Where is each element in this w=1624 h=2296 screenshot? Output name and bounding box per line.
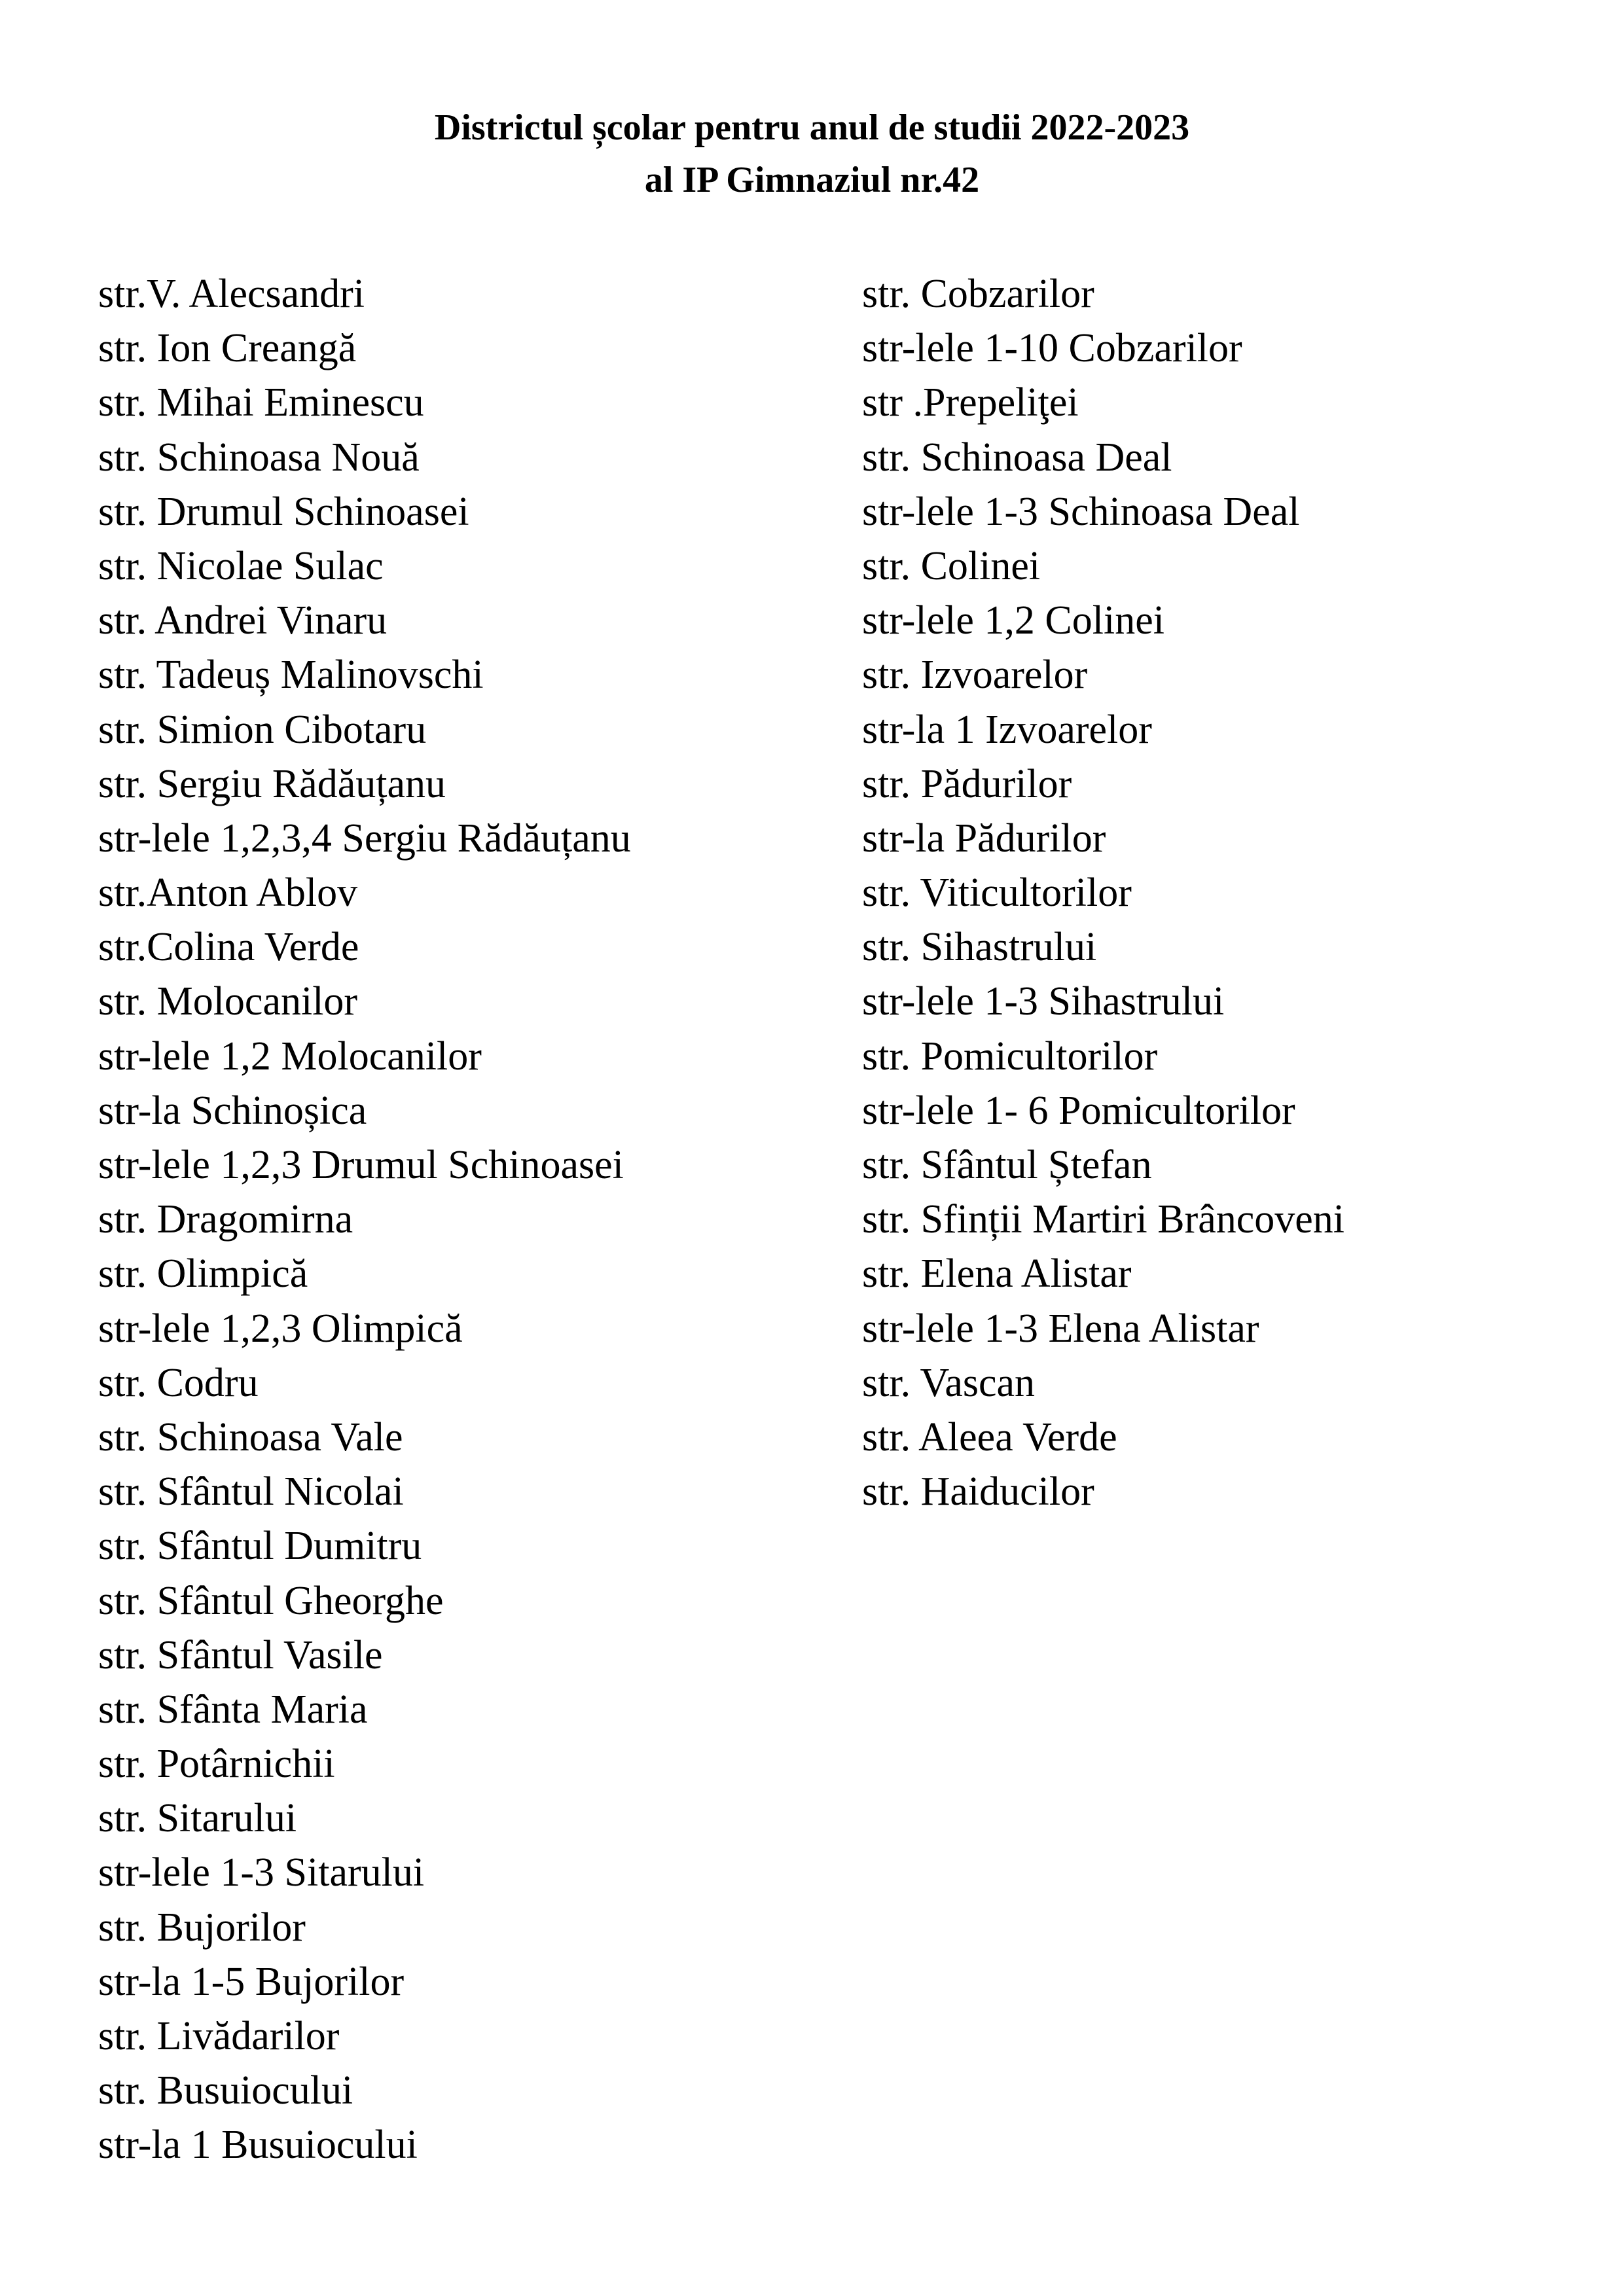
street-item: str-lele 1,2 Molocanilor — [98, 1033, 482, 1079]
street-list-right — [862, 267, 1344, 1519]
street-item: str. Vascan — [862, 1360, 1036, 1405]
street-item: str. Sitarului — [98, 1796, 297, 1841]
street-item: str. Mihai Eminescu — [98, 380, 424, 425]
street-item: str. Livădarilor — [98, 2014, 340, 2058]
document-title — [0, 101, 1624, 206]
street-item: str-lele 1-10 Cobzarilor — [862, 326, 1242, 371]
street-item: str. Molocanilor — [98, 979, 358, 1024]
street-item: str-lele 1,2,3 Drumul Schinoasei — [98, 1143, 624, 1187]
street-item: str. Busuiocului — [98, 2068, 353, 2113]
street-item: str. Schinoasa Vale — [98, 1414, 403, 1460]
street-item: str. Simion Cibotaru — [98, 707, 427, 752]
street-item: str. Elena Alistar — [862, 1251, 1132, 1297]
street-item: str. Sergiu Rădăuțanu — [98, 761, 446, 806]
street-item: str. Sihastrului — [862, 925, 1097, 970]
title-line-1: Districtul școlar pentru anul de studii 2022-2023 — [434, 107, 1190, 148]
street-item: str-lele 1,2 Colinei — [862, 598, 1164, 643]
street-item: str-lele 1-3 Elena Alistar — [862, 1306, 1259, 1351]
street-item: str. Andrei Vinaru — [98, 598, 388, 643]
street-item: str. Potârnichii — [98, 1742, 335, 1787]
title-line-2: al IP Gimnaziul nr.42 — [644, 160, 980, 200]
street-item: str. Sfântul Dumitru — [98, 1524, 422, 1569]
street-item: str-la Pădurilor — [862, 816, 1106, 861]
street-list-left — [98, 267, 631, 2173]
street-item: str.Colina Verde — [98, 925, 359, 970]
street-item: str-lele 1,2,3,4 Sergiu Rădăuțanu — [98, 816, 631, 861]
street-item: str-lele 1-3 Sihastrului — [862, 979, 1225, 1024]
street-item: str. Drumul Schinoasei — [98, 489, 469, 534]
street-item: str. Olimpică — [98, 1251, 308, 1297]
street-item: str-lele 1-3 Schinoasa Deal — [862, 489, 1300, 534]
street-item: str. Colinei — [862, 543, 1041, 588]
street-item: str. Ion Creangă — [98, 326, 357, 371]
street-item: str. Pădurilor — [862, 761, 1072, 806]
street-item: str. Aleea Verde — [862, 1414, 1117, 1460]
street-item: str-la 1-5 Bujorilor — [98, 1959, 405, 2004]
street-item: str. Izvoarelor — [862, 653, 1088, 698]
street-item: str-la 1 Izvoarelor — [862, 707, 1152, 752]
street-item: str. Sfinții Martiri Brâncoveni — [862, 1197, 1345, 1242]
street-item: str. Bujorilor — [98, 1905, 306, 1950]
street-item: str.V. Alecsandri — [98, 272, 365, 316]
street-item: str. Cobzarilor — [862, 272, 1094, 316]
street-item: str. Sfântul Gheorghe — [98, 1578, 444, 1623]
street-item: str-la 1 Busuiocului — [98, 2123, 418, 2168]
street-item: str. Sfânta Maria — [98, 1687, 368, 1732]
street-item: str-lele 1-3 Sitarului — [98, 1850, 425, 1895]
street-item: str. Sfântul Vasile — [98, 1632, 383, 1677]
street-item: str.Anton Ablov — [98, 870, 358, 916]
street-item: str-lele 1- 6 Pomicultorilor — [862, 1088, 1295, 1133]
street-item: str. Dragomirna — [98, 1197, 353, 1242]
street-item: str. Viticultorilor — [862, 870, 1132, 916]
street-item: str. Codru — [98, 1360, 259, 1405]
street-item: str. Sfântul Nicolai — [98, 1469, 404, 1515]
street-item: str. Sfântul Ștefan — [862, 1143, 1152, 1187]
street-item: str. Pomicultorilor — [862, 1033, 1158, 1079]
street-item: str. Tadeuș Malinovschi — [98, 653, 484, 698]
street-item: str-la Schinoșica — [98, 1088, 367, 1133]
street-item: str. Schinoasa Deal — [862, 435, 1172, 480]
street-item: str. Schinoasa Nouă — [98, 435, 420, 480]
street-item: str .Prepeliţei — [862, 380, 1079, 425]
street-item: str. Nicolae Sulac — [98, 543, 384, 588]
street-item: str-lele 1,2,3 Olimpică — [98, 1306, 463, 1351]
street-item: str. Haiducilor — [862, 1469, 1094, 1515]
